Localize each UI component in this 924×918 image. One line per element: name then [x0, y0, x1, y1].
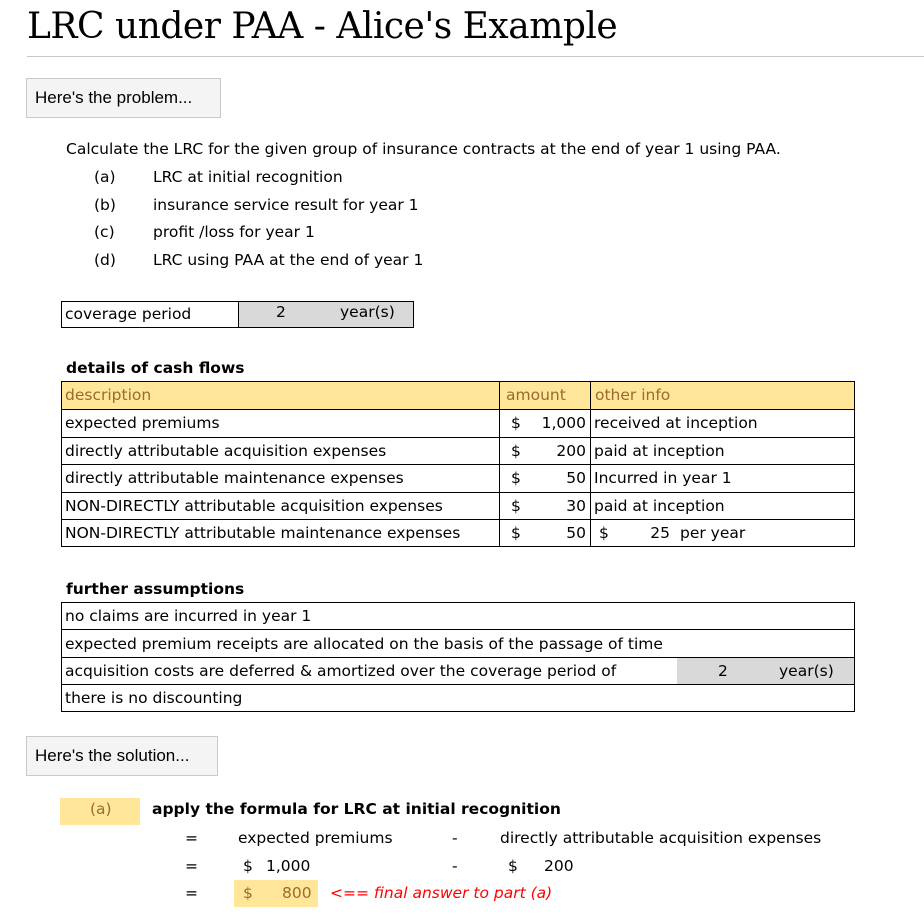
part-d-label: (d) [94, 251, 116, 269]
assumption-row: there is no discounting [65, 689, 243, 707]
solution-heading: apply the formula for LRC at initial recognition [152, 800, 561, 818]
formula-right-value: 200 [544, 857, 574, 875]
divider [238, 301, 239, 328]
column-header-amount: amount [506, 386, 566, 404]
table-row-description: NON-DIRECTLY attributable maintenance expenses [65, 524, 461, 542]
table-row-amount: 50 [566, 469, 586, 487]
table-row-amount: 30 [566, 497, 586, 515]
coverage-period-value: 2 [276, 303, 286, 321]
show-problem-button[interactable]: Here's the problem... [26, 78, 221, 118]
part-b-text: insurance service result for year 1 [153, 196, 419, 214]
coverage-period-unit: year(s) [340, 303, 395, 321]
table-row-amount: 200 [556, 442, 586, 460]
show-solution-button[interactable]: Here's the solution... [26, 736, 218, 776]
table-row-description: directly attributable acquisition expenses [65, 442, 387, 460]
table-row-info-amount: 25 [650, 524, 670, 542]
table-row-amount: 1,000 [541, 414, 586, 432]
table-row-currency: $ [511, 497, 521, 515]
amortization-period-unit: year(s) [779, 662, 834, 680]
equals-sign: = [185, 829, 198, 847]
table-row-description: NON-DIRECTLY attributable acquisition expenses [65, 497, 443, 515]
table-row-description: directly attributable maintenance expenses [65, 469, 404, 487]
amortization-period-value: 2 [718, 662, 728, 680]
page-title: LRC under PAA - Alice's Example [27, 6, 618, 47]
equals-sign: = [185, 857, 198, 875]
table-row-other-info: per year [680, 524, 746, 542]
assumption-row: no claims are incurred in year 1 [65, 607, 312, 625]
cash-flows-heading: details of cash flows [66, 359, 245, 377]
table-row-currency: $ [511, 414, 521, 432]
cash-flows-header-row [62, 382, 854, 409]
final-answer-note: <== final answer to part (a) [330, 884, 553, 902]
formula-left-value: 1,000 [266, 857, 311, 875]
formula-left-term: expected premiums [238, 829, 393, 847]
table-row-other-info: received at inception [594, 414, 758, 432]
column-divider [590, 381, 591, 547]
table-row-description: expected premiums [65, 414, 220, 432]
table-row-currency: $ [511, 469, 521, 487]
final-answer-currency: $ [243, 884, 253, 902]
minus-sign: - [452, 829, 458, 847]
formula-right-currency: $ [508, 857, 518, 875]
table-row-info-currency: $ [599, 524, 609, 542]
solution-part-label: (a) [90, 800, 112, 818]
equals-sign: = [185, 884, 198, 902]
part-b-label: (b) [94, 196, 116, 214]
part-a-label: (a) [94, 168, 116, 186]
table-row-other-info: paid at inception [594, 442, 725, 460]
part-d-text: LRC using PAA at the end of year 1 [153, 251, 424, 269]
column-header-other-info: other info [595, 386, 671, 404]
title-divider [27, 56, 924, 57]
part-a-text: LRC at initial recognition [153, 168, 343, 186]
part-c-text: profit /loss for year 1 [153, 223, 315, 241]
formula-right-term: directly attributable acquisition expenses [500, 829, 822, 847]
column-header-description: description [65, 386, 152, 404]
minus-sign: - [452, 857, 458, 875]
part-c-label: (c) [94, 223, 115, 241]
assumptions-heading: further assumptions [66, 580, 245, 598]
assumption-row: acquisition costs are deferred & amortized over the coverage period of [65, 662, 617, 680]
final-answer-value: 800 [282, 884, 312, 902]
problem-intro: Calculate the LRC for the given group of insurance contracts at the end of year 1 using PAA. [66, 140, 781, 158]
table-row-amount: 50 [566, 524, 586, 542]
table-row-currency: $ [511, 524, 521, 542]
assumption-row: expected premium receipts are allocated on the basis of the passage of time [65, 635, 663, 653]
row-divider [61, 629, 855, 630]
coverage-period-label: coverage period [65, 305, 192, 323]
table-row-other-info: paid at inception [594, 497, 725, 515]
formula-left-currency: $ [243, 857, 253, 875]
table-row-currency: $ [511, 442, 521, 460]
table-row-other-info: Incurred in year 1 [594, 469, 732, 487]
